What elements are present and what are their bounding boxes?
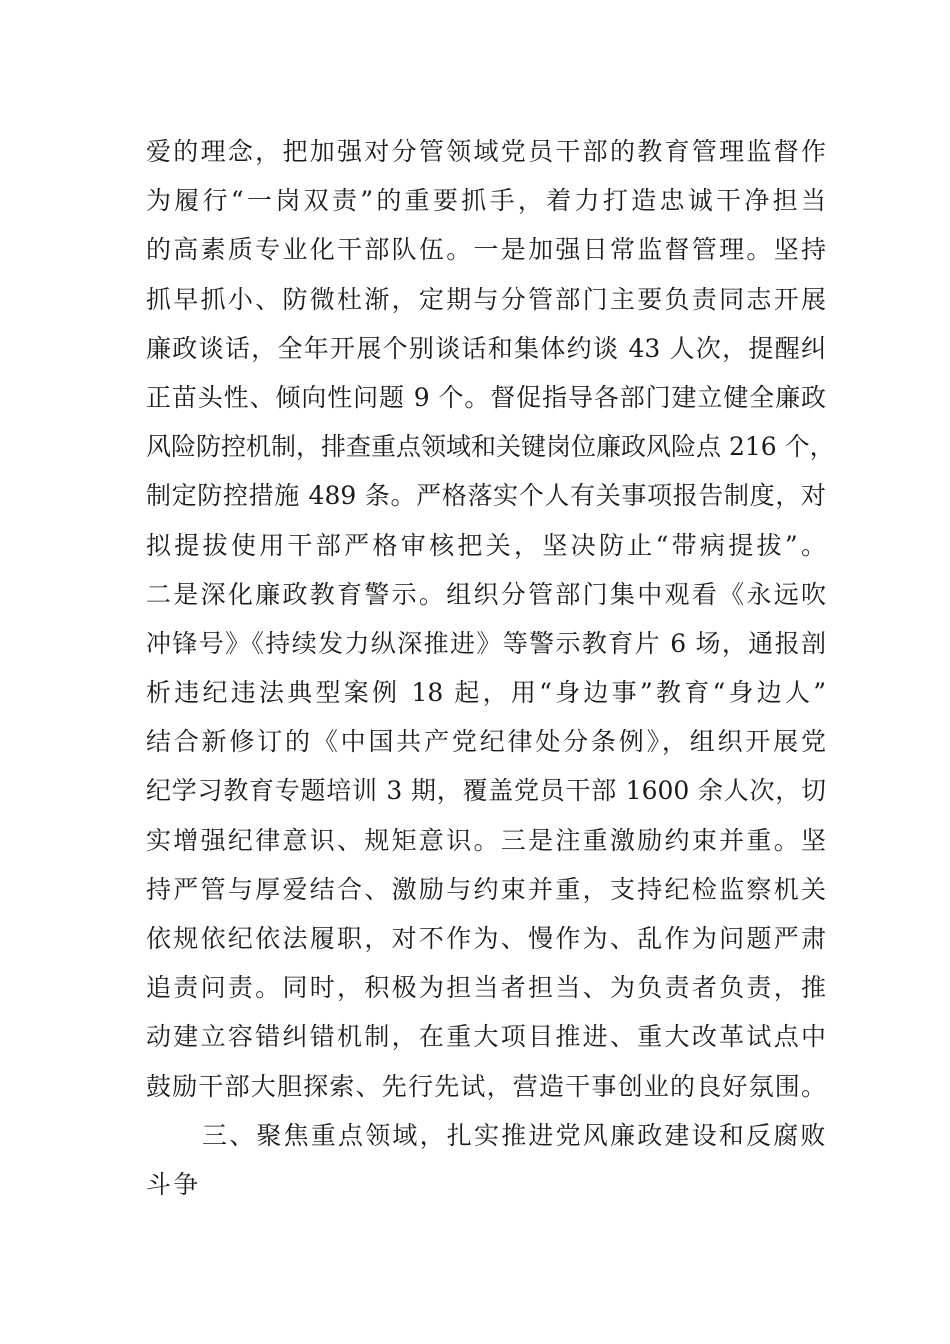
section-heading-continuation: 斗争	[146, 1169, 201, 1199]
text-line: 追责问责。同时，积极为担当者担当、为负责者负责，推	[146, 973, 826, 1003]
text-line: 为履行“一岗双责”的重要抓手，着力打造忠诚干净担当	[146, 186, 826, 216]
text-line: 动建立容错纠错机制，在重大项目推进、重大改革试点中	[146, 1022, 826, 1052]
text-line: 结合新修订的《中国共产党纪律处分条例》，组织开展党	[146, 727, 826, 757]
text-line: 冲锋号》《持续发力纵深推进》等警示教育片 6 场，通报剖	[146, 628, 826, 658]
text-line: 风险防控机制，排查重点领域和关键岗位廉政风险点 216 个，	[146, 432, 835, 462]
text-line: 持严管与厚爱结合、激励与约束并重，支持纪检监察机关	[146, 874, 826, 904]
text-line: 实增强纪律意识、规矩意识。三是注重激励约束并重。坚	[146, 825, 826, 855]
text-line: 鼓励干部大胆探索、先行先试，营造干事创业的良好氛围。	[146, 1071, 826, 1101]
text-line: 析违纪违法典型案例 18 起，用“身边事”教育“身边人”	[146, 678, 826, 708]
text-line: 爱的理念，把加强对分管领域党员干部的教育管理监督作	[146, 137, 826, 166]
text-line: 正苗头性、倾向性问题 9 个。督促指导各部门建立健全廉政	[146, 382, 826, 412]
section-heading: 三、聚焦重点领域，扎实推进党风廉政建设和反腐败	[202, 1120, 828, 1150]
text-line: 拟提拔使用干部严格审核把关，坚决防止“带病提拔”。	[146, 530, 826, 560]
text-line: 廉政谈话，全年开展个别谈话和集体约谈 43 人次，提醒纠	[146, 333, 826, 363]
text-line: 二是深化廉政教育警示。组织分管部门集中观看《永远吹	[146, 579, 826, 609]
text-line: 制定防控措施 489 条。严格落实个人有关事项报告制度，对	[146, 481, 826, 511]
text-line: 依规依纪依法履职，对不作为、慢作为、乱作为问题严肃	[146, 924, 826, 953]
text-line: 纪学习教育专题培训 3 期，覆盖党员干部 1600 余人次，切	[146, 776, 826, 806]
text-line: 的高素质专业化干部队伍。一是加强日常监督管理。坚持	[146, 235, 826, 265]
text-line: 抓早抓小、防微杜渐，定期与分管部门主要负责同志开展	[146, 284, 826, 314]
body-text	[146, 127, 835, 1209]
